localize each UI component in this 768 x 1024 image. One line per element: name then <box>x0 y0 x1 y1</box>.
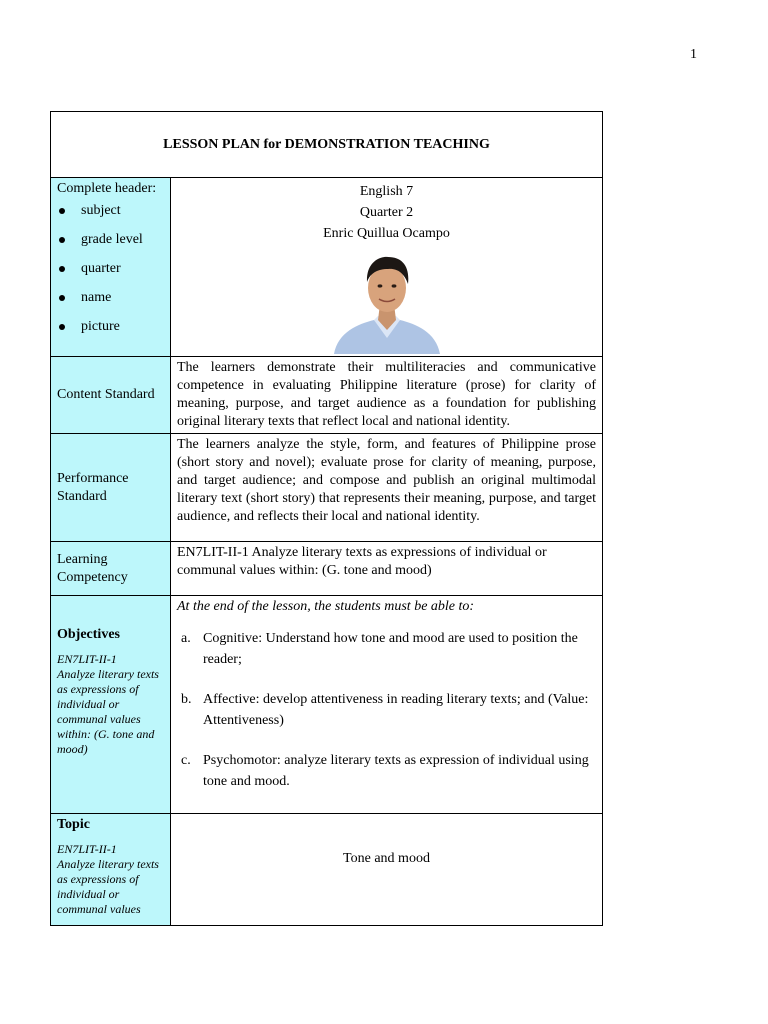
teacher-name: Enric Quillua Ocampo <box>323 226 450 241</box>
objectives-label-cell <box>51 596 171 814</box>
learning-competency-label: Learning Competency <box>51 542 171 596</box>
header-label: Complete header: <box>57 181 157 196</box>
topic-code-desc: Analyze literary texts as expressions of individual or communal values <box>57 857 159 916</box>
lesson-plan-title: LESSON PLAN for DEMONSTRATION TEACHING <box>51 112 603 178</box>
bullet-icon <box>59 324 65 330</box>
learning-competency-text: EN7LIT-II-1 Analyze literary texts as expressions of individual or communal values within: (G. tone and mood) <box>171 542 603 596</box>
header-label-cell <box>51 178 171 357</box>
bullet-icon <box>59 237 65 243</box>
topic-label: Topic <box>57 817 90 832</box>
objectives-content-cell <box>171 596 603 814</box>
objectives-intro: At the end of the lesson, the students must be able to: <box>177 599 475 614</box>
topic-label-cell <box>51 814 171 926</box>
topic-value-cell <box>171 814 603 926</box>
objectives-code: EN7LIT-II-1 <box>57 652 117 666</box>
header-value-cell <box>171 178 603 357</box>
quarter-value: Quarter 2 <box>359 205 414 220</box>
teacher-photo <box>330 250 444 354</box>
list-item: c. Psychomotor: analyze literary texts as expression of individual using tone and mood. <box>181 753 589 789</box>
bullet-icon <box>59 266 65 272</box>
bullet-icon <box>59 208 65 214</box>
topic-code: EN7LIT-II-1 <box>57 842 117 856</box>
header-items-list <box>57 202 164 347</box>
list-item: subject <box>57 202 164 231</box>
content-standard-label: Content Standard <box>51 357 171 434</box>
list-item: quarter <box>57 260 164 289</box>
list-item: picture <box>57 318 164 347</box>
objectives-code-desc: Analyze literary texts as expressions of individual or communal values within: (G. tone and mood) <box>57 667 159 756</box>
list-item: grade level <box>57 231 164 260</box>
performance-standard-label: Performance Standard <box>51 434 171 542</box>
objectives-list <box>177 628 596 792</box>
list-item: name <box>57 289 164 318</box>
performance-standard-text: The learners analyze the style, form, and features of Philippine prose (short story and novel); evaluate prose for clarity of meaning, purpose, and target audience; and compose and publish an original multimodal literary text (short story) that represents their meaning, purpose, and target audience, and reflects their local and national identity. <box>171 434 603 542</box>
list-item: a. Cognitive: Understand how tone and mood are used to position the reader; <box>181 631 578 667</box>
objectives-label: Objectives <box>57 627 120 642</box>
subject-value: English 7 <box>359 184 414 199</box>
list-item: b. Affective: develop attentiveness in reading literary texts; and (Value: Attentiveness) <box>181 692 589 728</box>
topic-value: Tone and mood <box>343 851 430 866</box>
content-standard-text: The learners demonstrate their multiliteracies and communicative competence in evaluating Philippine literature (prose) for clarity of meaning, purpose, and target audience as a foundation for publishing original literary texts that reflect local and national identity. <box>171 357 603 434</box>
page-number: 1 <box>690 47 697 62</box>
bullet-icon <box>59 295 65 301</box>
lesson-plan-table <box>50 111 603 926</box>
